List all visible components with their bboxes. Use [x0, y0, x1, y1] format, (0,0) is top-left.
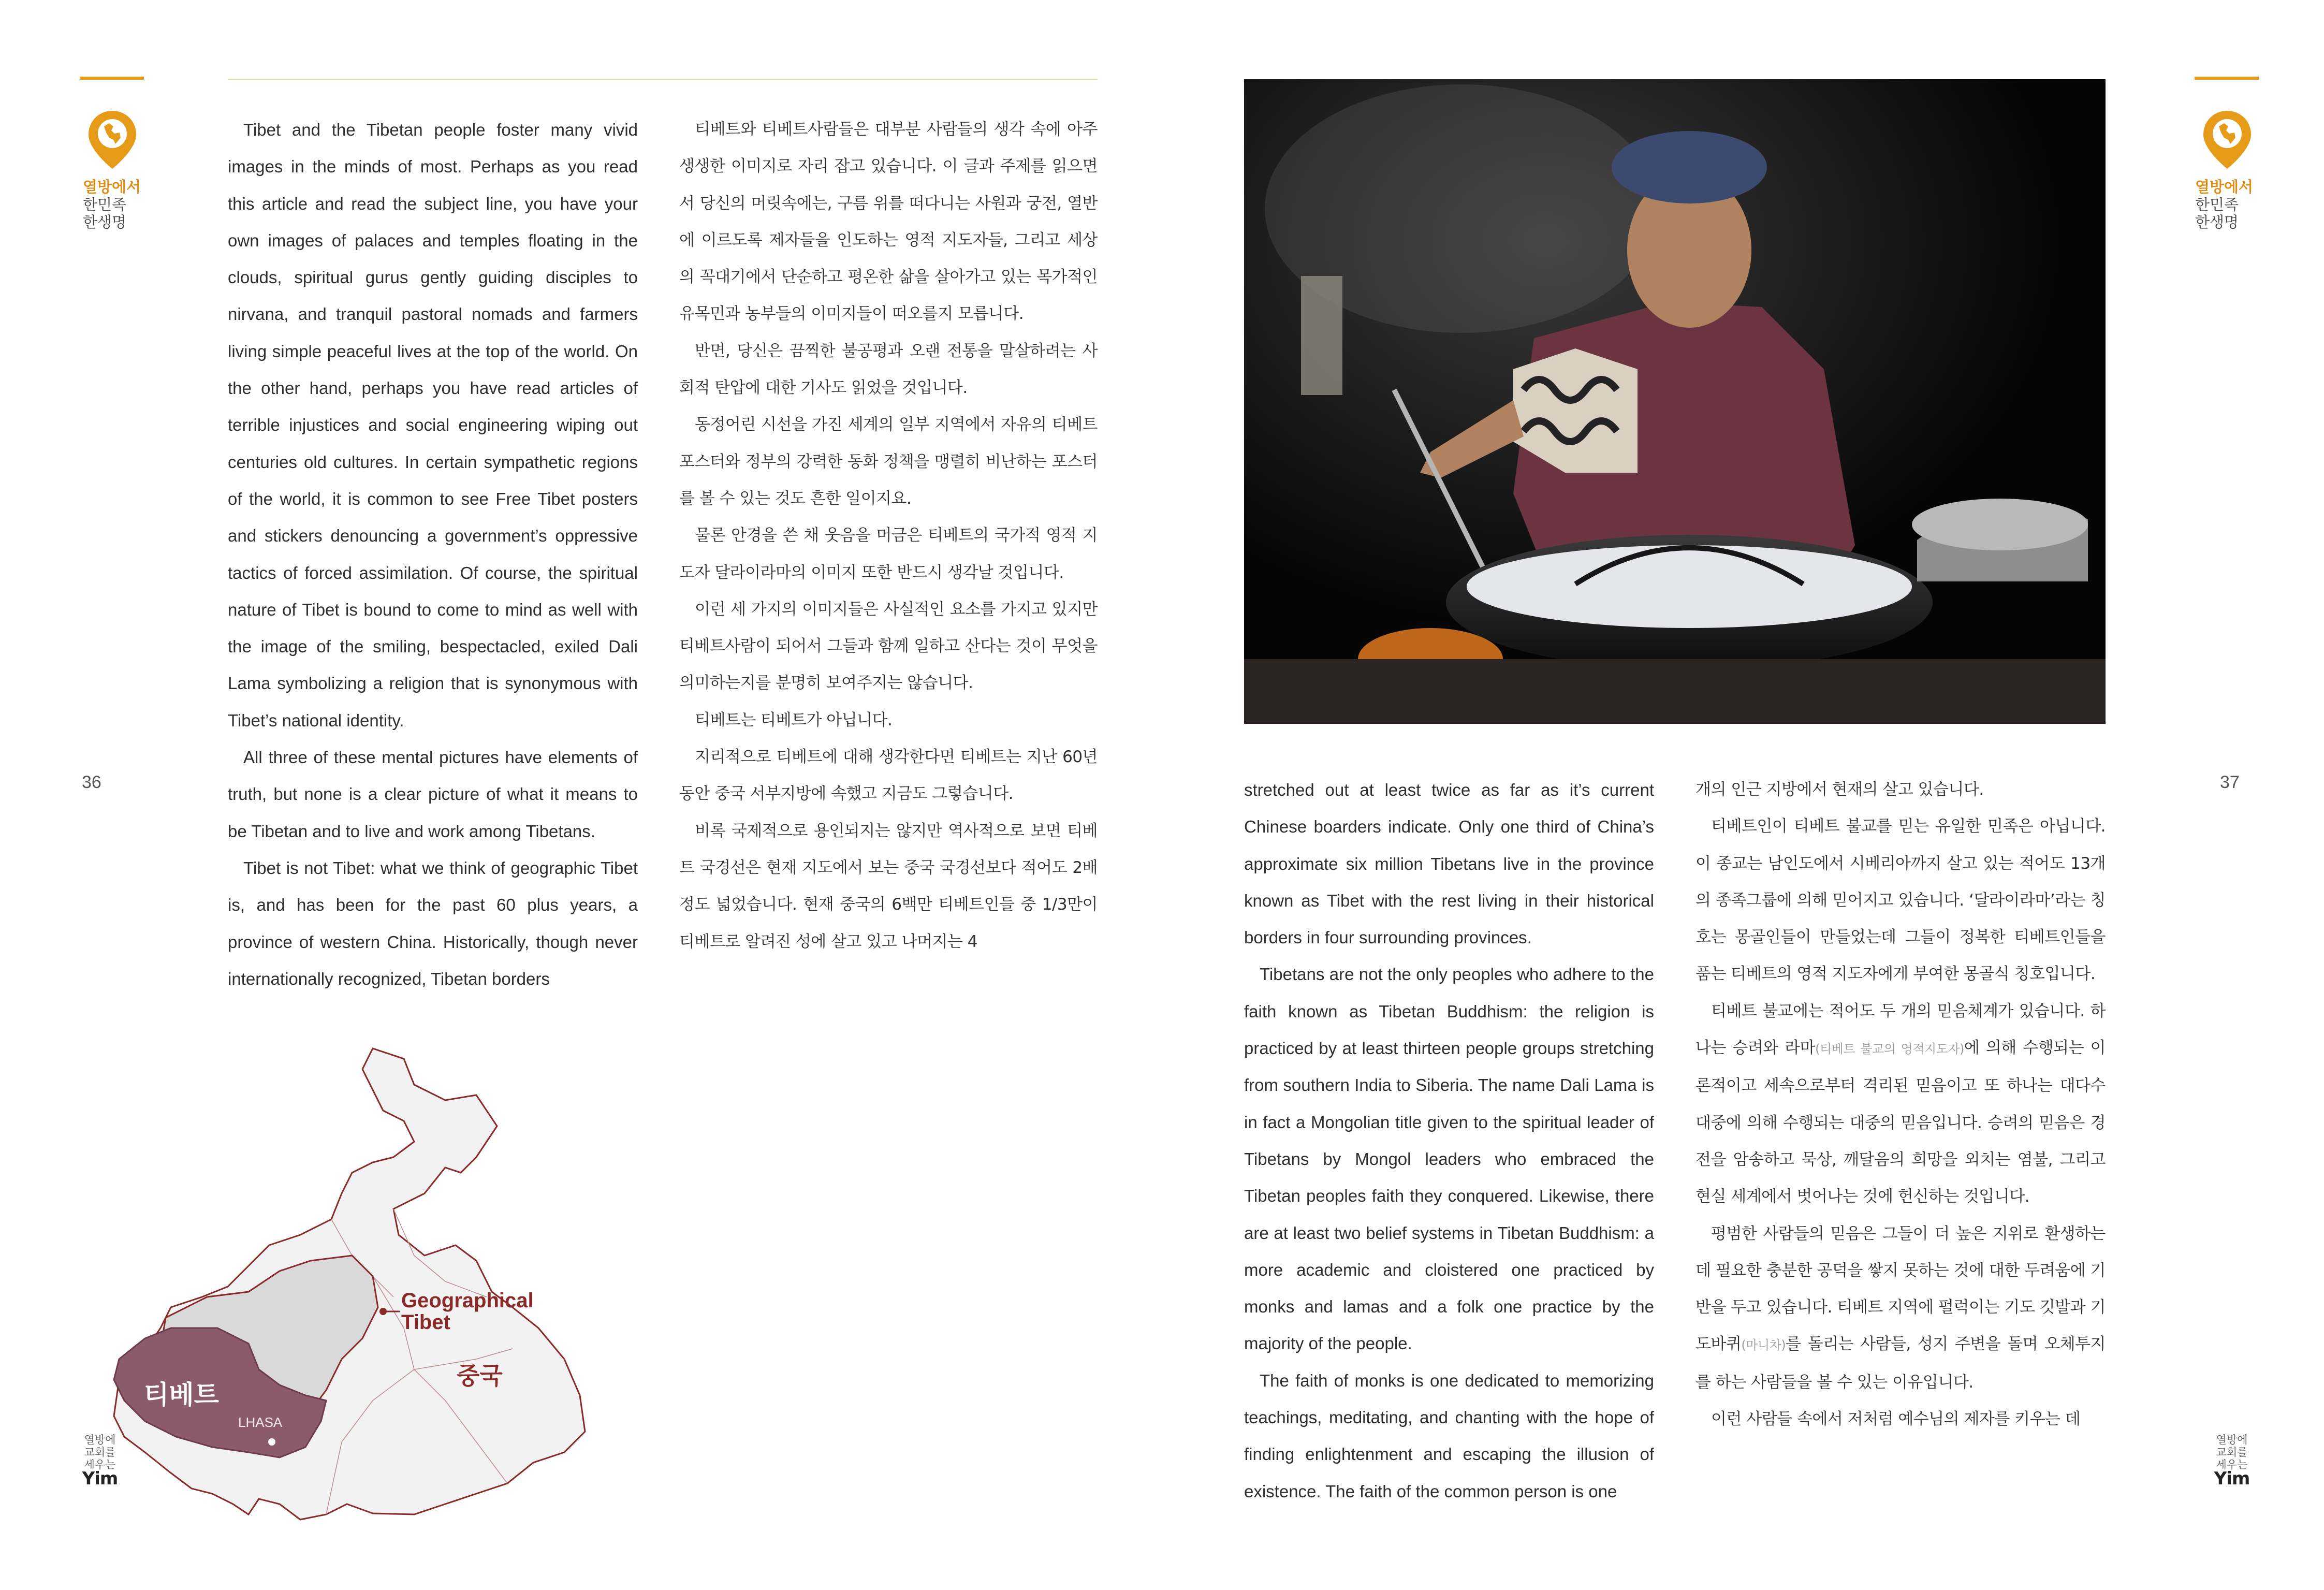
- brand-line3: 세우는: [2216, 1459, 2248, 1471]
- map-label-geographical-tibet: Geographical Tibet: [401, 1289, 534, 1334]
- location-pin-icon: [2200, 109, 2254, 171]
- ko-paragraph: 이런 사람들 속에서 저처럼 예수님의 제자를 키우는 데: [1711, 1410, 2081, 1429]
- right-side-tag: [2195, 179, 2253, 231]
- ko-paragraph: 개의 인근 지방에서 현재의 살고 있습니다.: [1696, 780, 1984, 799]
- page-number-right: 37: [2220, 772, 2240, 792]
- en-paragraph: All three of these mental pictures have elements of truth, but none is a clear picture of what it means to be Tibetan and to live and work among Tibetans.: [228, 748, 638, 841]
- location-pin-icon: [85, 109, 139, 171]
- ko-paragraph: 동정어린 시선을 가진 세계의 일부 지역에서 자유의 티베트 포스터와 정부의 강력한 동화 정책을 맹렬히 비난하는 포스터를 볼 수 있는 것도 흔한 일이지요.: [679, 415, 1098, 508]
- brand-line2: 교회를: [84, 1447, 116, 1458]
- right-english-column: [1244, 771, 1654, 1510]
- ko-paragraph: [1696, 993, 2106, 1216]
- ko-note: (마니차): [1741, 1338, 1786, 1353]
- right-korean-column: [1696, 771, 2106, 1438]
- right-brand: [2209, 1434, 2255, 1489]
- map-label-lhasa: LHASA: [238, 1414, 283, 1430]
- side-tag-line1: 한민족: [83, 197, 127, 213]
- brand-line1: 열방에: [84, 1434, 116, 1446]
- ko-paragraph: 티베트인이 티베트 불교를 믿는 유일한 민족은 아닙니다. 이 종교는 남인도에서 시베리아까지 살고 있는 적어도 13개의 종족그룹에 의해 믿어지고 있습니다. ‘달라이라마’라는 칭호는 몽골인들이 만들었는데 그들이 정복한 티베트인들을 품는 티베트의 영적 지도자에게 부여한 몽골식 칭호입니다.: [1696, 817, 2106, 984]
- ko-text: 를 돌리는 사람들, 성지 주변을 돌며 오체투지를 하는 사람들을 볼 수 있는 이유입니다.: [1696, 1335, 2106, 1392]
- ko-paragraph: 비록 국제적으로 용인되지는 않지만 역사적으로 보면 티베트 국경선은 현재 지도에서 보는 중국 국경선보다 적어도 2배 정도 넓었습니다. 현재 중국의 6백만 티베트인들 중 1/3만이 티베트로 알려진 성에 살고 있고 나머지는 4: [679, 821, 1098, 951]
- map-label-china: 중국: [457, 1362, 503, 1390]
- en-paragraph: Tibet and the Tibetan people foster many vivid images in the minds of most. Perhaps as you read this article and read the subject line, you have your own images of palaces and temples floating in the clouds, spiritual gurus gently guiding disciples to nirvana, and tranquil pastoral nomads and farmers living simple peaceful lives at the top of the world. On the other hand, perhaps you have read articles of terrible injustices and social engineering wiping out centuries old cultures. In certain sympathetic regions of the world, it is common to see Free Tibet posters and stickers denouncing a government’s oppressive tactics of forced assimilation. Of course, the spiritual nature of Tibet is bound to come to mind as well with the image of the smiling, bespectacled, exiled Dali Lama symbolizing a religion that is synonymous with Tibet’s national identity.: [228, 120, 638, 730]
- side-tag-highlight: 열방에서: [2195, 179, 2254, 196]
- ko-paragraph: 물론 안경을 쓴 채 웃음을 머금은 티베트의 국가적 영적 지도자 달라이라마의 이미지 또한 반드시 생각날 것입니다.: [679, 526, 1098, 582]
- woman-cooking-photo: [1244, 79, 2106, 724]
- en-paragraph: Tibet is not Tibet: what we think of geographic Tibet is, and has been for the past 60 plus years, a province of western China. Historically, though never internationally recognized, Tibetan borders: [228, 858, 638, 988]
- ko-paragraph: 티베트와 티베트사람들은 대부분 사람들의 생각 속에 아주 생생한 이미지로 자리 잡고 있습니다. 이 글과 주제를 읽으면서 당신의 머릿속에는, 구름 위를 떠다니는 사원과 궁전, 열반에 이르도록 제자들을 인도하는 영적 지도자들, 그리고 세상의 꼭대기에서 단순하고 평온한 삶을 살아가고 있는 목가적인 유목민과 농부들의 이미지들이 떠오를지 모릅니다.: [679, 120, 1098, 324]
- page-number-left: 36: [82, 772, 101, 792]
- china-tibet-map: [83, 1038, 632, 1525]
- lhasa-marker: [268, 1438, 275, 1446]
- ko-paragraph: [1696, 1216, 2106, 1401]
- ko-text: 평범한 사람들의 믿음은 그들이 더 높은 지위로 환생하는 데 필요한 충분한 공덕을 쌓지 못하는 것에 대한 두려움에 기반을 두고 있습니다. 티베트 지역에 펄럭이는 기도 깃발과 기도바퀴: [1696, 1224, 2106, 1354]
- brand-line2: 교회를: [2216, 1447, 2248, 1458]
- brand-line3: 세우는: [84, 1459, 116, 1471]
- brand-line1: 열방에: [2216, 1434, 2248, 1446]
- en-paragraph: Tibetans are not the only peoples who adhere to the faith known as Tibetan Buddhism: the religion is practiced by at least thirteen people groups stretching from southern India to Siberia. The name Dali Lama is in fact a Mongolian title given to the spiritual leader of Tibetans by Mongol leaders who embraced the Tibetan peoples faith they conquered. Likewise, there are at least two belief systems in Tibetan Buddhism: a more academic and cloistered one practiced by monks and lamas and a folk one practice by the majority of the people.: [1244, 965, 1654, 1353]
- ko-note: (티베트 불교의 영적지도자): [1815, 1042, 1964, 1057]
- ko-paragraph: 반면, 당신은 끔찍한 불공평과 오랜 전통을 말살하려는 사회적 탄압에 대한 기사도 읽었을 것입니다.: [679, 341, 1098, 398]
- yim-logo: Yim: [82, 1468, 118, 1489]
- side-tag-line1: 한민족: [2195, 197, 2239, 213]
- ko-text: 에 의해 수행되는 이론적이고 세속으로부터 격리된 믿음이고 또 하나는 대다수 대중에 의해 수행되는 대중의 믿음입니다. 승려의 믿음은 경전을 암송하고 묵상, 깨달음의 희망을 외치는 염불, 그리고 현실 세계에서 벗어나는 것에 헌신하는 것입니다.: [1696, 1039, 2106, 1206]
- left-top-rule: [228, 79, 1098, 80]
- left-korean-column: [679, 111, 1098, 960]
- left-side-tag: [83, 179, 141, 231]
- left-english-column: [228, 111, 638, 997]
- side-tag-line2: 한생명: [2195, 214, 2239, 231]
- yim-logo: Yim: [2214, 1468, 2250, 1489]
- map-label-tibet: 티베트: [144, 1380, 219, 1410]
- ko-paragraph: 티베트는 티베트가 아닙니다.: [695, 710, 893, 730]
- left-orange-bar: [80, 77, 144, 80]
- side-tag-line2: 한생명: [83, 214, 127, 231]
- ko-paragraph: 이런 세 가지의 이미지들은 사실적인 요소를 가지고 있지만 티베트사람이 되어서 그들과 함께 일하고 산다는 것이 무엇을 의미하는지를 분명히 보여주지는 않습니다.: [679, 600, 1098, 693]
- ko-text: 티베트 불교에는 적어도 두 개의 믿음체계가 있습니다. 하나는 승려와 라마: [1696, 1001, 2106, 1058]
- ko-paragraph: 지리적으로 티베트에 대해 생각한다면 티베트는 지난 60년 동안 중국 서부지방에 속했고 지금도 그렇습니다.: [679, 748, 1098, 804]
- en-paragraph: stretched out at least twice as far as it’s current Chinese boarders indicate. Only one third of China’s approximate six million Tibetans live in the province known as Tibet with the rest living in their historical borders in four surrounding provinces.: [1244, 780, 1654, 947]
- side-tag-highlight: 열방에서: [83, 179, 141, 196]
- en-paragraph: The faith of monks is one dedicated to memorizing teachings, meditating, and chanting with the hope of finding enlightenment and escaping the illusion of existence. The faith of the common person is one: [1244, 1370, 1654, 1501]
- right-orange-bar: [2195, 77, 2259, 80]
